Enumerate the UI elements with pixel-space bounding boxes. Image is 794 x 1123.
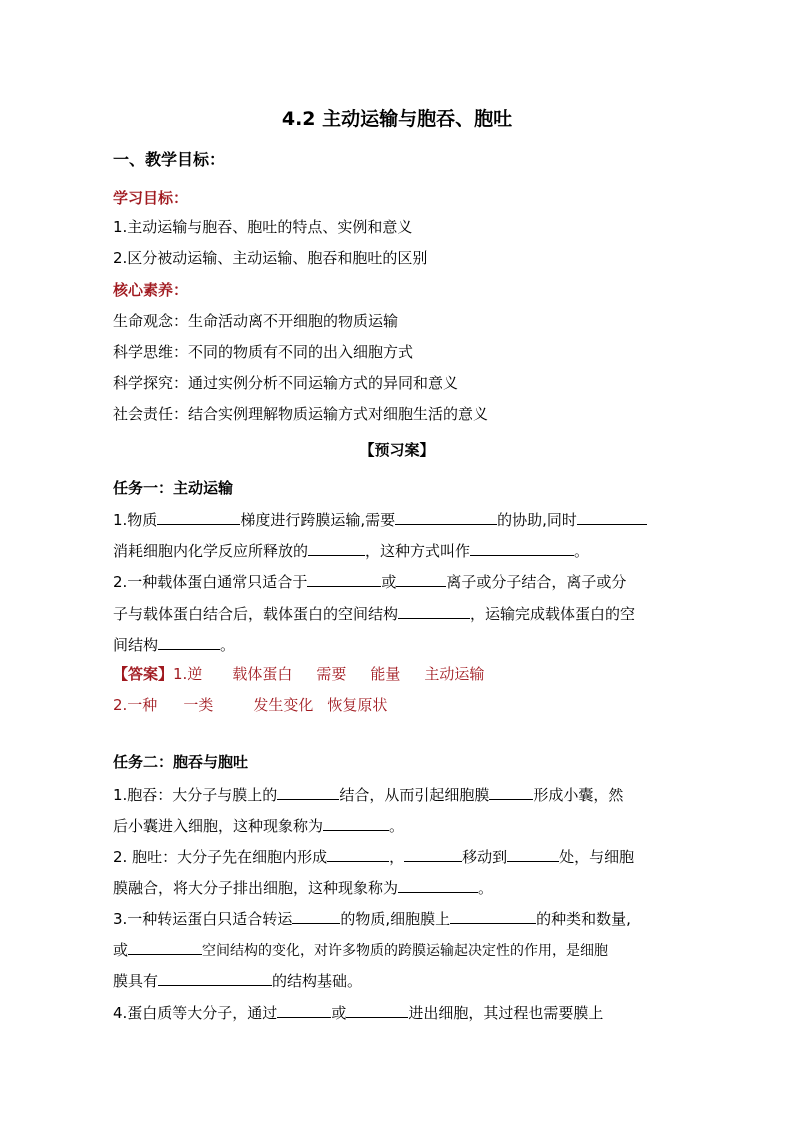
fill-blank[interactable]: [128, 939, 202, 955]
fill-blank[interactable]: [157, 509, 240, 525]
fill-blank[interactable]: [450, 908, 536, 924]
text: 膜融合，将大分子排出细胞，这种现象称为: [113, 879, 399, 897]
text: 或: [381, 573, 397, 591]
fill-blank[interactable]: [346, 1002, 408, 1018]
core-literacy-item: 科学思维：不同的物质有不同的出入细胞方式: [113, 343, 414, 361]
answer-item: 主动运输: [424, 665, 485, 683]
fill-blank[interactable]: [489, 784, 533, 800]
core-literacy-heading: 核心素养：: [113, 281, 189, 299]
answer-item: 发生变化: [253, 696, 314, 714]
answer-item: 2.一种: [113, 696, 158, 714]
text: 空间结构的变化，对许多物质的跨膜运输起决定性的作用，是细胞: [202, 943, 609, 959]
text: 4.蛋白质等大分子，通过: [113, 1004, 278, 1022]
text: 子与载体蛋白结合后，载体蛋白的空间结构: [113, 605, 399, 623]
text: 3.一种转运蛋白只适合转运: [113, 910, 293, 928]
text: 2.一种载体蛋白通常只适合于: [113, 573, 308, 591]
fill-blank[interactable]: [398, 603, 470, 619]
learning-goals-heading: 学习目标：: [113, 189, 189, 207]
task1-q2-line1: [113, 571, 683, 592]
text: 后小囊进入细胞，这种现象称为: [113, 817, 324, 835]
task1-answer-line1: [113, 664, 683, 684]
task2-q1-line2: [113, 815, 683, 836]
fill-blank[interactable]: [292, 908, 340, 924]
text: 或: [113, 941, 129, 959]
fill-blank[interactable]: [308, 540, 365, 556]
task2-q3-line2: [113, 939, 683, 961]
preview-heading: 【预习案】: [359, 441, 435, 459]
answer-item: 载体蛋白: [232, 665, 293, 683]
text: 处，与细胞: [559, 848, 635, 866]
text: 。: [574, 542, 590, 560]
answer-item: 需要: [316, 665, 347, 683]
text: 或: [331, 1004, 347, 1022]
text: 1.胞吞：大分子与膜上的: [113, 786, 278, 804]
learning-goal-item: 1.主动运输与胞吞、胞吐的特点、实例和意义: [113, 218, 413, 236]
text: 膜具有: [113, 972, 159, 990]
fill-blank[interactable]: [396, 571, 446, 587]
text: 进出细胞，其过程也需要膜上: [408, 1004, 604, 1022]
text: 的协助,同时: [497, 511, 577, 529]
text: ，运输完成载体蛋白的空: [470, 605, 636, 623]
fill-blank[interactable]: [277, 1002, 331, 1018]
page-title: 4.2 主动运输与胞吞、胞吐: [281, 108, 513, 130]
text: ，这种方式叫作: [365, 542, 471, 560]
text: 间结构: [113, 636, 159, 654]
answer-item: 恢复原状: [327, 696, 388, 714]
answer-label: 【答案】: [113, 665, 174, 683]
fill-blank[interactable]: [158, 970, 272, 986]
task1-q1-line2: [113, 540, 683, 561]
answer-item: 能量: [370, 665, 401, 683]
core-literacy-item: 科学探究：通过实例分析不同运输方式的异同和意义: [113, 374, 459, 392]
text: 消耗细胞内化学反应所释放的: [113, 542, 309, 560]
text: 离子或分子结合，离子或分: [446, 573, 627, 591]
task1-answer-line2: [113, 695, 683, 715]
text: ，: [389, 848, 405, 866]
core-literacy-item: 生命观念：生命活动离不开细胞的物质运输: [113, 312, 399, 330]
fill-blank[interactable]: [395, 509, 497, 525]
task2-q2-line2: [113, 877, 683, 898]
task2-q4-line1: [113, 1002, 683, 1023]
task2-q2-line1: [113, 846, 683, 867]
fill-blank[interactable]: [307, 571, 381, 587]
fill-blank[interactable]: [158, 634, 220, 650]
fill-blank[interactable]: [277, 784, 339, 800]
text: 移动到: [462, 848, 508, 866]
fill-blank[interactable]: [323, 815, 389, 831]
text: 结合，从而引起细胞膜: [339, 786, 490, 804]
task2-heading: 任务二：胞吞与胞吐: [113, 753, 249, 771]
fill-blank[interactable]: [327, 846, 389, 862]
text: 形成小囊，然: [533, 786, 624, 804]
section-heading-goals: 一、教学目标：: [113, 150, 226, 169]
task1-q2-line2: [113, 603, 683, 624]
task2-q3-line3: [113, 970, 683, 991]
task1-heading: 任务一：主动运输: [113, 479, 234, 497]
answer-item: 1.逆: [173, 665, 203, 683]
text: 1.物质: [113, 511, 158, 529]
task1-q1-line1: [113, 509, 683, 530]
fill-blank[interactable]: [507, 846, 559, 862]
core-literacy-item: 社会责任：结合实例理解物质运输方式对细胞生活的意义: [113, 405, 489, 423]
fill-blank[interactable]: [470, 540, 574, 556]
text: 。: [220, 636, 236, 654]
fill-blank[interactable]: [577, 509, 647, 525]
learning-goal-item: 2.区分被动运输、主动运输、胞吞和胞吐的区别: [113, 249, 428, 267]
task2-q1-line1: [113, 784, 683, 805]
text: 的种类和数量,: [536, 910, 631, 928]
fill-blank[interactable]: [404, 846, 462, 862]
text: 。: [389, 817, 405, 835]
task1-q2-line3: [113, 634, 683, 655]
text: 2. 胞吐：大分子先在细胞内形成: [113, 848, 328, 866]
text: 梯度进行跨膜运输,需要: [240, 511, 396, 529]
text: 。: [478, 879, 494, 897]
text: 的结构基础。: [272, 972, 363, 990]
answer-item: 一类: [183, 696, 214, 714]
text: 的物质,细胞膜上: [340, 910, 451, 928]
task2-q3-line1: [113, 908, 683, 929]
fill-blank[interactable]: [398, 877, 478, 893]
